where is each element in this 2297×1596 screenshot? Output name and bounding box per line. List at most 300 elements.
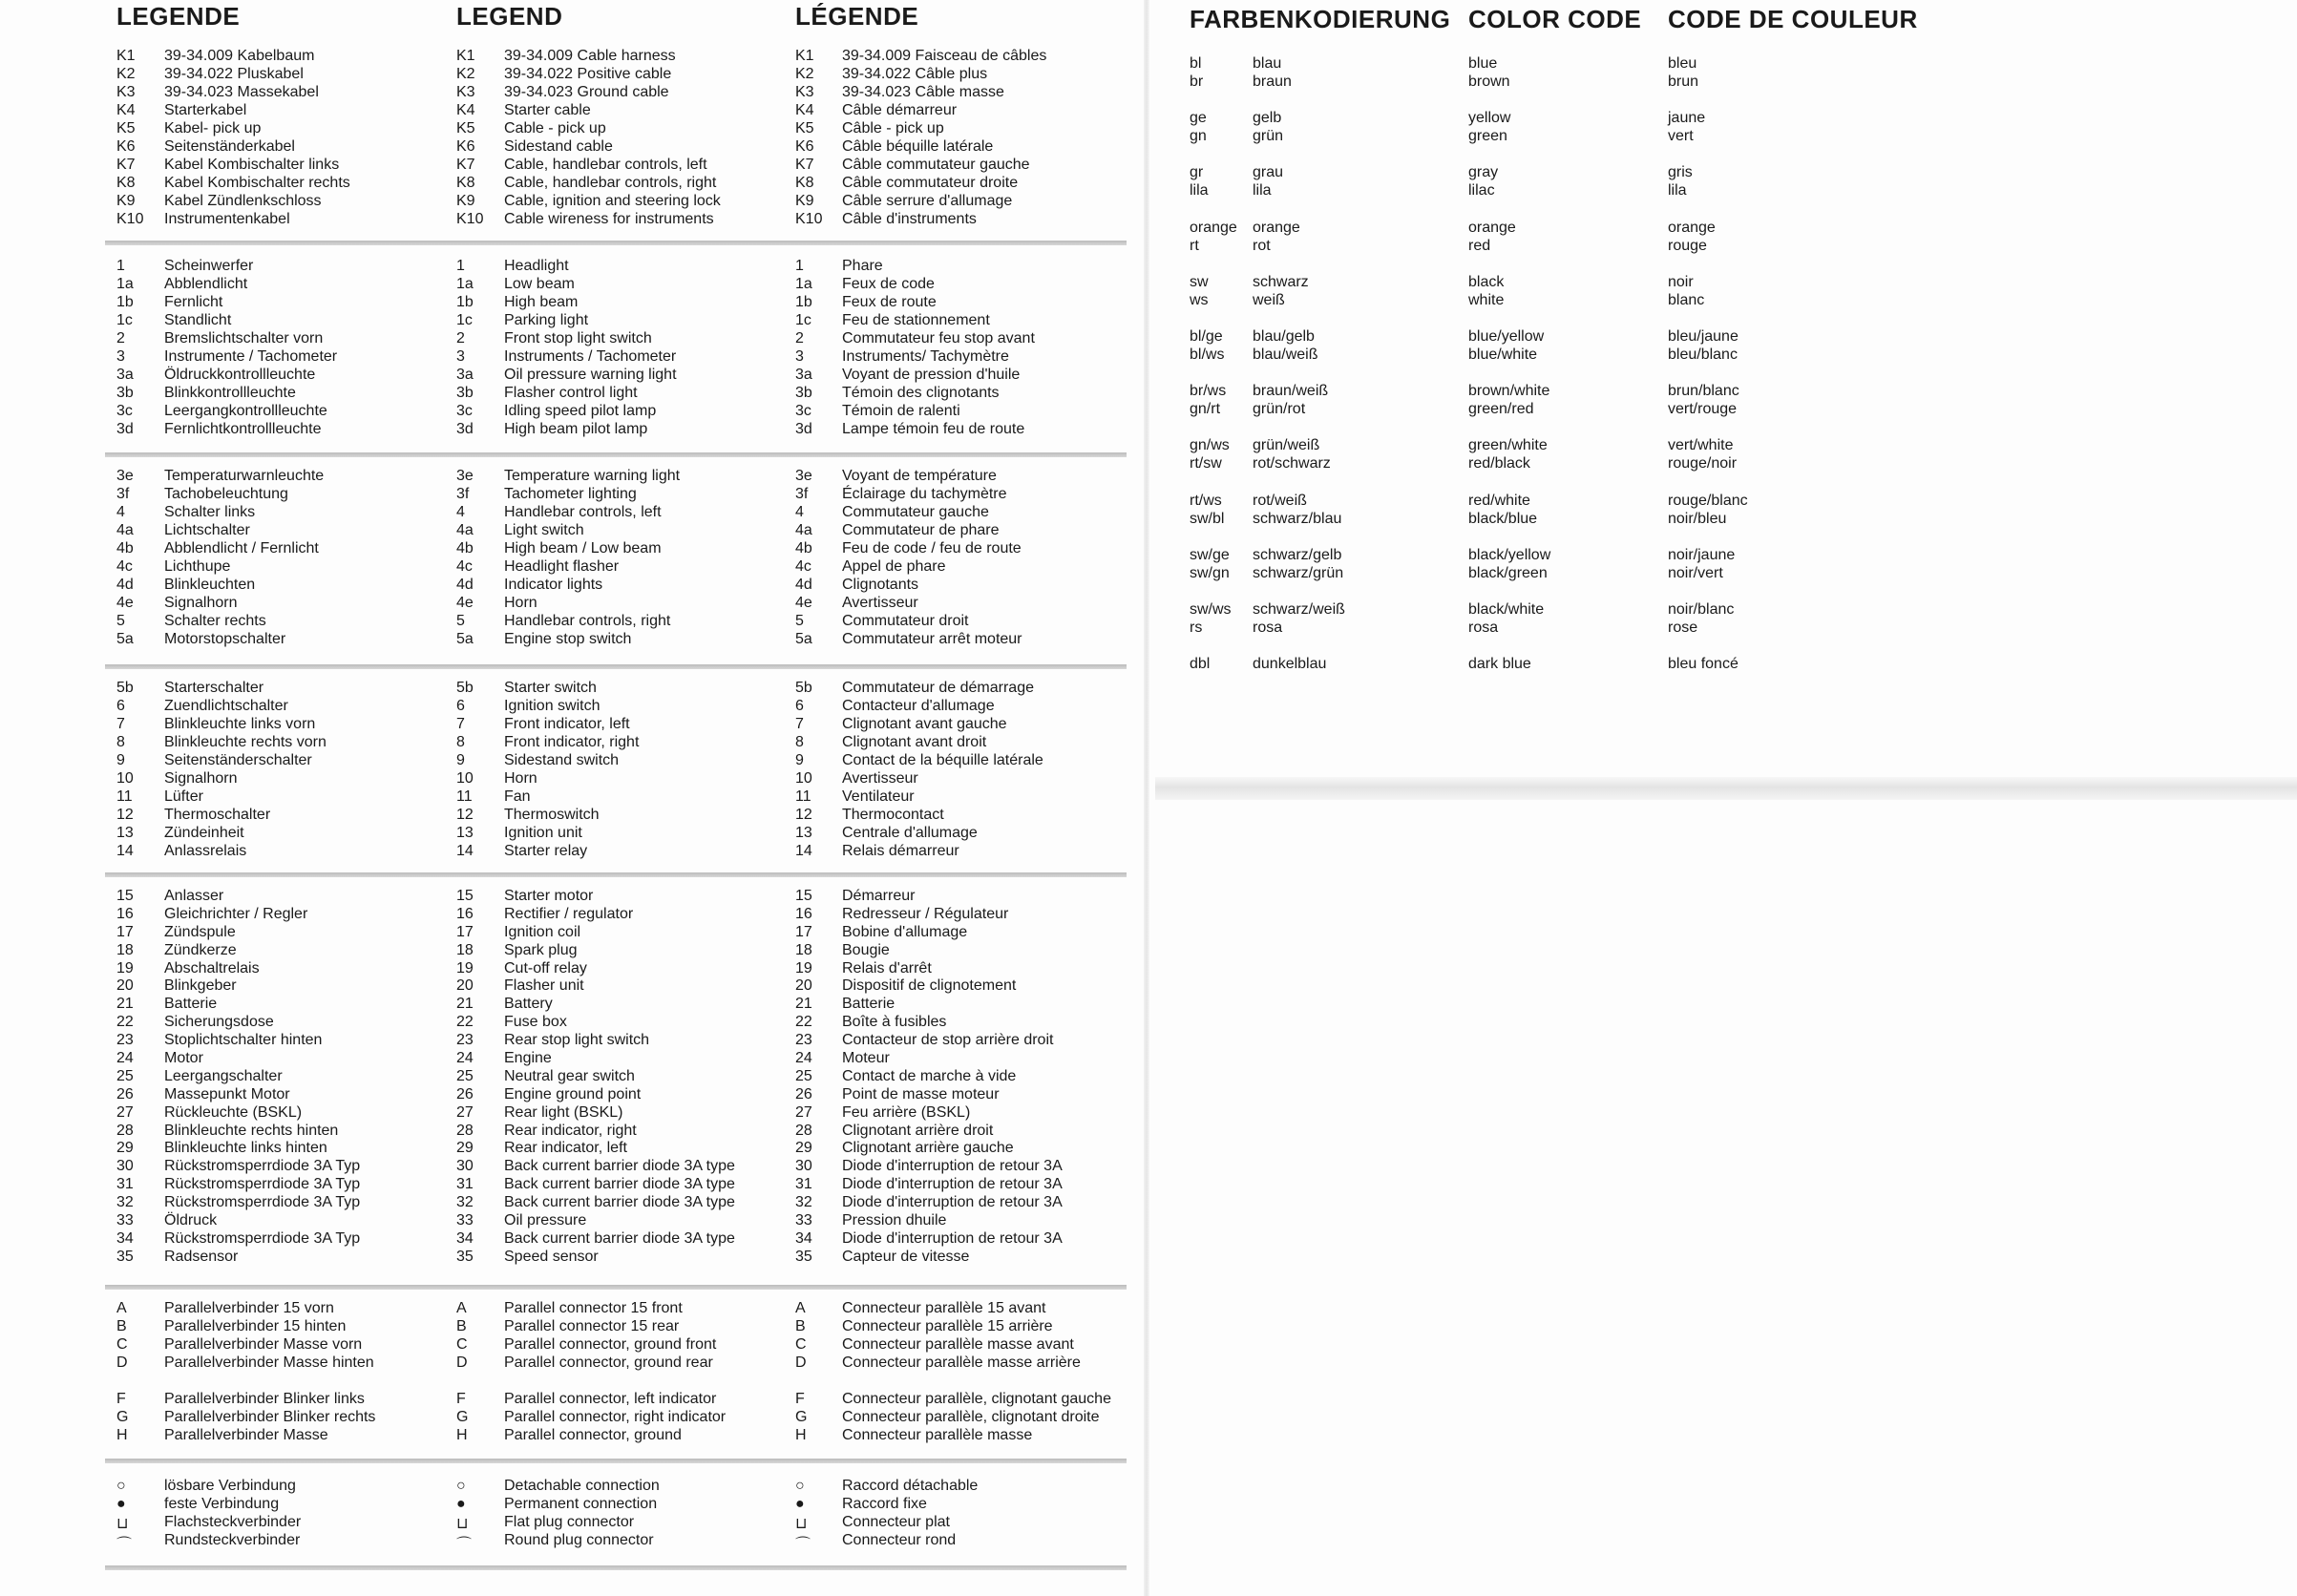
color-de: blau/weiß bbox=[1253, 346, 1318, 363]
legend-code-de: G bbox=[116, 1409, 129, 1425]
color-en: brown/white bbox=[1468, 383, 1550, 400]
heading-de: LEGENDE bbox=[116, 2, 241, 31]
legend-text-fr: Contact de marche à vide bbox=[842, 1067, 1017, 1084]
legend-text-de: Parallelverbinder Masse hinten bbox=[164, 1354, 374, 1371]
legend-code-en: 2 bbox=[456, 330, 465, 346]
legend-code-en: C bbox=[456, 1336, 468, 1353]
color-pair bbox=[1186, 110, 1949, 146]
color-fr: bleu bbox=[1668, 55, 1697, 72]
legend-code-fr: 14 bbox=[795, 843, 812, 859]
legend-row bbox=[105, 977, 1127, 996]
color-de: gelb bbox=[1253, 110, 1282, 127]
legend-text-fr: Connecteur parallèle masse bbox=[842, 1427, 1033, 1443]
legend-text-de: Gleichrichter / Regler bbox=[164, 905, 308, 922]
color-row bbox=[1186, 565, 1949, 583]
color-abbr: rs bbox=[1190, 620, 1203, 636]
legend-text-fr: Avertisseur bbox=[842, 770, 918, 787]
legend-code-fr: 12 bbox=[795, 807, 812, 823]
paper-fold-vertical bbox=[1144, 0, 1149, 1596]
legend-text-de: Rückstromsperrdiode 3A Typ bbox=[164, 1158, 361, 1175]
section-divider bbox=[105, 1565, 1127, 1570]
legend-text-fr: Câble commutateur droite bbox=[842, 175, 1019, 191]
legend-text-de: Rückstromsperrdiode 3A Typ bbox=[164, 1176, 361, 1193]
legend-code-fr: A bbox=[795, 1300, 806, 1316]
legend-text-en: Ignition coil bbox=[504, 923, 581, 940]
legend-code-de: 14 bbox=[116, 843, 134, 859]
legend-code-en: K2 bbox=[456, 66, 475, 82]
legend-row bbox=[105, 312, 1127, 330]
color-en: blue/yellow bbox=[1468, 328, 1545, 345]
legend-code-de: K7 bbox=[116, 157, 136, 173]
color-pair bbox=[1186, 547, 1949, 583]
legend-text-en: Temperature warning light bbox=[504, 468, 681, 484]
legend-text-de: Rückstromsperrdiode 3A Typ bbox=[164, 1229, 361, 1247]
legend-code-en: 31 bbox=[456, 1176, 474, 1193]
legend-text-fr: Câble - pick up bbox=[842, 120, 944, 136]
legend-text-de: Scheinwerfer bbox=[164, 258, 254, 274]
section-divider bbox=[105, 872, 1127, 877]
legend-text-en: Back current barrier diode 3A type bbox=[504, 1229, 735, 1247]
legend-code-fr: 3 bbox=[795, 348, 804, 365]
legend-code-fr: C bbox=[795, 1336, 807, 1353]
color-fr: bleu/jaune bbox=[1668, 328, 1739, 345]
legend-code-de: 1c bbox=[116, 312, 133, 328]
legend-code-de: 1 bbox=[116, 258, 125, 274]
color-de: schwarz/gelb bbox=[1253, 546, 1342, 563]
legend-text-fr: Connecteur parallèle, clignotant droite bbox=[842, 1409, 1100, 1425]
legend-text-fr: Capteur de vitesse bbox=[842, 1248, 970, 1265]
legend-text-de: Parallelverbinder 15 hinten bbox=[164, 1318, 347, 1334]
color-de: rot/schwarz bbox=[1253, 455, 1331, 472]
legend-text-fr: Instruments/ Tachymètre bbox=[842, 348, 1009, 365]
color-en: black/yellow bbox=[1468, 546, 1551, 563]
legend-code-en: 10 bbox=[456, 770, 474, 787]
legend-text-de: Rückstromsperrdiode 3A Typ bbox=[164, 1194, 361, 1211]
legend-code-de: H bbox=[116, 1427, 128, 1443]
color-de: schwarz/blau bbox=[1253, 510, 1342, 527]
legend-code-en: 3 bbox=[456, 348, 465, 365]
color-abbr: ge bbox=[1190, 110, 1207, 127]
legend-code-fr: 7 bbox=[795, 716, 804, 732]
legend-row bbox=[105, 1230, 1127, 1249]
color-fr: brun bbox=[1668, 74, 1699, 90]
legend-code-en: 5 bbox=[456, 613, 465, 629]
legend-text-en: Low beam bbox=[504, 276, 575, 292]
legend-row bbox=[105, 1391, 1127, 1409]
legend-text-fr: Voyant de pression d'huile bbox=[842, 367, 1021, 383]
legend-code-en: G bbox=[456, 1409, 469, 1425]
legend-code-de: 9 bbox=[116, 752, 125, 768]
color-abbr: rt/sw bbox=[1190, 455, 1222, 472]
legend-code-fr: 3d bbox=[795, 421, 812, 437]
legend-text-de: Öldruck bbox=[164, 1212, 218, 1229]
legend-row bbox=[105, 193, 1127, 211]
color-de: grau bbox=[1253, 164, 1284, 181]
legend-code-de: 4d bbox=[116, 577, 134, 593]
legend-text-de: Blinkkontrollleuchte bbox=[164, 385, 296, 401]
legend-code-de: 3e bbox=[116, 468, 134, 484]
legend-code-de: 27 bbox=[116, 1103, 134, 1121]
legend-text-de: Radsensor bbox=[164, 1248, 239, 1265]
legend-code-de: 30 bbox=[116, 1158, 134, 1175]
legend-row bbox=[105, 558, 1127, 577]
legend-row bbox=[105, 843, 1127, 861]
legend-text-fr: Câble béquille latérale bbox=[842, 138, 994, 155]
legend-text-en: Parallel connector 15 front bbox=[504, 1300, 683, 1316]
legend-code-en: 9 bbox=[456, 752, 465, 768]
legend-text-en: High beam pilot lamp bbox=[504, 421, 648, 437]
legend-text-de: Parallelverbinder Masse vorn bbox=[164, 1336, 363, 1353]
legend-code-de: ⊔ bbox=[116, 1516, 129, 1532]
legend-code-de: K2 bbox=[116, 66, 136, 82]
color-row bbox=[1186, 493, 1949, 511]
color-row bbox=[1186, 110, 1949, 128]
legend-code-fr: 31 bbox=[795, 1176, 812, 1193]
legend-text-de: Starterkabel bbox=[164, 102, 247, 118]
legend-row bbox=[105, 716, 1127, 734]
legend-code-de: 35 bbox=[116, 1248, 134, 1265]
legend-code-de: 6 bbox=[116, 698, 125, 714]
legend-code-en: 13 bbox=[456, 825, 474, 841]
color-row bbox=[1186, 455, 1949, 473]
legend-text-en: Ignition unit bbox=[504, 825, 582, 841]
legend-code-en: 4d bbox=[456, 577, 474, 593]
legend-code-fr: 4e bbox=[795, 595, 812, 611]
legend-text-de: Massepunkt Motor bbox=[164, 1085, 290, 1102]
legend-row bbox=[105, 1409, 1127, 1427]
color-fr: orange bbox=[1668, 219, 1716, 236]
legend-text-en: Indicator lights bbox=[504, 577, 603, 593]
legend-code-fr: 33 bbox=[795, 1212, 812, 1229]
legend-section bbox=[105, 48, 1127, 229]
legend-row bbox=[105, 1318, 1127, 1336]
legend-code-en: 15 bbox=[456, 888, 474, 904]
legend-text-en: Flasher control light bbox=[504, 385, 638, 401]
legend-code-de: 4e bbox=[116, 595, 134, 611]
legend-code-en: 12 bbox=[456, 807, 474, 823]
legend-text-en: Round plug connector bbox=[504, 1532, 654, 1548]
legend-code-en: ⊔ bbox=[456, 1516, 469, 1532]
legend-text-fr: Feu arrière (BSKL) bbox=[842, 1103, 971, 1121]
color-heading-fr: CODE DE COULEUR bbox=[1668, 5, 1918, 33]
legend-text-fr: Raccord détachable bbox=[842, 1478, 979, 1494]
legend-code-de: 20 bbox=[116, 977, 134, 995]
color-abbr: lila bbox=[1190, 182, 1209, 200]
legend-code-de: 32 bbox=[116, 1194, 134, 1211]
legend-code-en: 29 bbox=[456, 1140, 474, 1157]
legend-row bbox=[105, 960, 1127, 978]
color-abbr: sw/gn bbox=[1190, 564, 1230, 581]
legend-text-fr: Avertisseur bbox=[842, 595, 918, 611]
legend-text-de: Flachsteckverbinder bbox=[164, 1514, 302, 1530]
legend-text-en: Fuse box bbox=[504, 1014, 567, 1031]
legend-text-fr: Clignotant arrière droit bbox=[842, 1122, 994, 1139]
color-fr: brun/blanc bbox=[1668, 383, 1739, 400]
color-fr: vert bbox=[1668, 128, 1694, 145]
legend-text-de: Anlasser bbox=[164, 888, 224, 904]
legend-code-en: K9 bbox=[456, 193, 475, 209]
legend-code-en: K8 bbox=[456, 175, 475, 191]
legend-code-en: 4 bbox=[456, 504, 465, 520]
legend-code-en: K7 bbox=[456, 157, 475, 173]
legend-code-fr: F bbox=[795, 1391, 805, 1407]
color-pair bbox=[1186, 437, 1949, 473]
color-pair bbox=[1186, 55, 1949, 92]
color-heading-de: FARBENKODIERUNG bbox=[1190, 5, 1451, 33]
legend-code-fr: K2 bbox=[795, 66, 814, 82]
legend-code-de: 5b bbox=[116, 680, 134, 696]
legend-text-de: Kabel Zündlenkschloss bbox=[164, 193, 322, 209]
legend-code-fr: ⌒ bbox=[795, 1537, 811, 1553]
legend-code-fr: 21 bbox=[795, 996, 812, 1013]
color-de: lila bbox=[1253, 182, 1272, 200]
legend-code-en: 1c bbox=[456, 312, 473, 328]
legend-text-de: Bremslichtschalter vorn bbox=[164, 330, 324, 346]
legend-text-en: Engine stop switch bbox=[504, 631, 632, 647]
legend-text-de: Sicherungsdose bbox=[164, 1014, 274, 1031]
legend-code-de: 3c bbox=[116, 403, 133, 419]
legend-row bbox=[105, 1123, 1127, 1141]
legend-code-en: 5a bbox=[456, 631, 474, 647]
legend-row bbox=[105, 1104, 1127, 1123]
legend-text-fr: Diode d'interruption de retour 3A bbox=[842, 1176, 1063, 1193]
legend-code-en: A bbox=[456, 1300, 467, 1316]
legend-code-en: 24 bbox=[456, 1050, 474, 1067]
legend-text-fr: Bobine d'allumage bbox=[842, 923, 968, 940]
legend-text-en: Parallel connector, ground rear bbox=[504, 1354, 713, 1371]
legend-text-de: Lüfter bbox=[164, 788, 203, 805]
legend-text-fr: Contacteur d'allumage bbox=[842, 698, 995, 714]
legend-text-fr: Diode d'interruption de retour 3A bbox=[842, 1158, 1063, 1175]
legend-text-en: 39-34.022 Positive cable bbox=[504, 66, 672, 82]
legend-code-fr: 28 bbox=[795, 1122, 812, 1139]
legend-text-en: 39-34.009 Cable harness bbox=[504, 48, 676, 64]
legend-code-fr: 32 bbox=[795, 1194, 812, 1211]
legend-row bbox=[105, 522, 1127, 540]
legend-row bbox=[105, 330, 1127, 348]
legend-text-en: Detachable connection bbox=[504, 1478, 660, 1494]
color-code-table bbox=[1186, 0, 1949, 764]
legend-text-en: Speed sensor bbox=[504, 1248, 599, 1265]
legend-row bbox=[105, 258, 1127, 276]
legend-text-fr: Relais d'arrêt bbox=[842, 959, 932, 976]
legend-code-de: 18 bbox=[116, 941, 134, 958]
legend-text-en: Starter relay bbox=[504, 843, 588, 859]
legend-code-fr: 3b bbox=[795, 385, 812, 401]
legend-text-en: Cable, ignition and steering lock bbox=[504, 193, 721, 209]
legend-text-de: Anlassrelais bbox=[164, 843, 247, 859]
legend-code-de: 7 bbox=[116, 716, 125, 732]
legend-code-en: 5b bbox=[456, 680, 474, 696]
color-abbr: sw/ge bbox=[1190, 546, 1230, 563]
legend-code-de: K1 bbox=[116, 48, 136, 64]
legend-text-fr: Connecteur parallèle 15 arrière bbox=[842, 1318, 1053, 1334]
legend-text-en: Back current barrier diode 3A type bbox=[504, 1194, 735, 1211]
legend-row bbox=[105, 48, 1127, 66]
legend-code-de: 19 bbox=[116, 959, 134, 976]
legend-text-fr: Éclairage du tachymètre bbox=[842, 486, 1007, 502]
legend-text-en: Oil pressure bbox=[504, 1212, 587, 1229]
legend-code-en: 1b bbox=[456, 294, 474, 310]
color-row bbox=[1186, 328, 1949, 346]
color-row bbox=[1186, 164, 1949, 182]
legend-code-en: 3d bbox=[456, 421, 474, 437]
color-en: red bbox=[1468, 237, 1491, 254]
legend-code-de: ⌒ bbox=[116, 1537, 133, 1553]
legend-text-fr: Boîte à fusibles bbox=[842, 1014, 947, 1031]
legend-code-fr: 5b bbox=[795, 680, 812, 696]
legend-code-en: 30 bbox=[456, 1158, 474, 1175]
legend-text-en: Permanent connection bbox=[504, 1496, 658, 1512]
legend-code-fr: ⊔ bbox=[795, 1516, 808, 1532]
legend-code-fr: 19 bbox=[795, 959, 812, 976]
legend-text-fr: Phare bbox=[842, 258, 883, 274]
legend-text-en: Parallel connector, left indicator bbox=[504, 1391, 717, 1407]
legend-code-en: 4b bbox=[456, 540, 474, 556]
legend-text-en: Horn bbox=[504, 770, 537, 787]
legend-code-fr: 29 bbox=[795, 1140, 812, 1157]
legend-text-de: lösbare Verbindung bbox=[164, 1478, 296, 1494]
legend-code-fr: 10 bbox=[795, 770, 812, 787]
legend-text-en: High beam bbox=[504, 294, 579, 310]
legend-text-en: Rear stop light switch bbox=[504, 1032, 650, 1049]
legend-text-fr: Diode d'interruption de retour 3A bbox=[842, 1229, 1063, 1247]
legend-text-fr: 39-34.022 Câble plus bbox=[842, 66, 988, 82]
legend-text-fr: Câble commutateur gauche bbox=[842, 157, 1030, 173]
legend-text-de: Stoplichtschalter hinten bbox=[164, 1032, 323, 1049]
legend-code-de: 26 bbox=[116, 1085, 134, 1102]
color-en: black/white bbox=[1468, 601, 1545, 618]
legend-code-fr: 9 bbox=[795, 752, 804, 768]
legend-code-en: H bbox=[456, 1427, 468, 1443]
legend-code-fr: 35 bbox=[795, 1248, 812, 1265]
section-divider bbox=[105, 664, 1127, 669]
legend-code-fr: K3 bbox=[795, 84, 814, 100]
legend-text-en: Starter switch bbox=[504, 680, 597, 696]
legend-text-fr: Commutateur arrêt moteur bbox=[842, 631, 1022, 647]
legend-code-fr: 20 bbox=[795, 977, 812, 995]
legend-text-en: Parallel connector, ground bbox=[504, 1427, 682, 1443]
color-abbr: gn/rt bbox=[1190, 401, 1221, 418]
legend-code-fr: 3e bbox=[795, 468, 812, 484]
legend-code-fr: 6 bbox=[795, 698, 804, 714]
heading-en: LEGEND bbox=[456, 2, 563, 31]
legend-text-en: Cut-off relay bbox=[504, 959, 587, 976]
legend-text-de: Rückleuchte (BSKL) bbox=[164, 1103, 303, 1121]
color-row bbox=[1186, 238, 1949, 256]
color-row bbox=[1186, 128, 1949, 146]
color-row bbox=[1186, 182, 1949, 200]
legend-text-fr: Moteur bbox=[842, 1050, 890, 1067]
legend-text-en: Horn bbox=[504, 595, 537, 611]
legend-code-fr: ● bbox=[795, 1496, 805, 1512]
legend-text-fr: Pression dhuile bbox=[842, 1212, 947, 1229]
legend-text-fr: Feux de code bbox=[842, 276, 935, 292]
legend-text-en: Back current barrier diode 3A type bbox=[504, 1176, 735, 1193]
legend-row bbox=[105, 102, 1127, 120]
legend-text-fr: Commutateur feu stop avant bbox=[842, 330, 1035, 346]
color-abbr: br bbox=[1190, 74, 1204, 90]
legend-text-fr: Connecteur parallèle 15 avant bbox=[842, 1300, 1046, 1316]
legend-text-fr: Commutateur de phare bbox=[842, 522, 1000, 538]
color-pair bbox=[1186, 383, 1949, 419]
color-fr: jaune bbox=[1668, 110, 1706, 127]
legend-code-en: 17 bbox=[456, 923, 474, 940]
legend-code-de: K3 bbox=[116, 84, 136, 100]
legend-code-fr: K7 bbox=[795, 157, 814, 173]
color-row bbox=[1186, 511, 1949, 529]
legend-code-de: 16 bbox=[116, 905, 134, 922]
legend-row bbox=[105, 1032, 1127, 1050]
color-de: dunkelblau bbox=[1253, 656, 1327, 673]
legend-code-fr: 2 bbox=[795, 330, 804, 346]
legend-text-en: Cable, handlebar controls, right bbox=[504, 175, 717, 191]
color-en: red/white bbox=[1468, 492, 1530, 509]
legend-code-de: 3 bbox=[116, 348, 125, 365]
legend-text-fr: Câble d'instruments bbox=[842, 211, 977, 227]
legend-text-de: Standlicht bbox=[164, 312, 232, 328]
legend-text-de: feste Verbindung bbox=[164, 1496, 280, 1512]
legend-code-fr: 4c bbox=[795, 558, 811, 575]
legend-text-fr: Connecteur parallèle masse avant bbox=[842, 1336, 1074, 1353]
legend-text-fr: Contacteur de stop arrière droit bbox=[842, 1032, 1054, 1049]
legend-text-en: Parking light bbox=[504, 312, 589, 328]
legend-code-de: K6 bbox=[116, 138, 136, 155]
legend-code-en: 4a bbox=[456, 522, 474, 538]
legend-code-en: K4 bbox=[456, 102, 475, 118]
color-de: grün/weiß bbox=[1253, 437, 1320, 454]
legend-text-de: Zündeinheit bbox=[164, 825, 244, 841]
color-fr: rouge/noir bbox=[1668, 455, 1738, 472]
legend-text-de: Zündkerze bbox=[164, 941, 237, 958]
legend-text-de: Schalter links bbox=[164, 504, 256, 520]
legend-text-en: Oil pressure warning light bbox=[504, 367, 677, 383]
legend-code-en: 3f bbox=[456, 486, 470, 502]
color-abbr: gr bbox=[1190, 164, 1204, 181]
color-de: orange bbox=[1253, 219, 1300, 236]
legend-code-de: 4c bbox=[116, 558, 133, 575]
legend-text-de: Parallelverbinder Blinker rechts bbox=[164, 1409, 376, 1425]
legend-row bbox=[105, 1532, 1127, 1553]
legend-text-de: Kabel Kombischalter links bbox=[164, 157, 340, 173]
legend-row bbox=[105, 996, 1127, 1014]
color-en: green/white bbox=[1468, 437, 1548, 454]
legend-code-en: 1 bbox=[456, 258, 465, 274]
color-en: black/green bbox=[1468, 564, 1548, 581]
legend-text-en: Starter cable bbox=[504, 102, 591, 118]
legend-text-de: Zündspule bbox=[164, 923, 236, 940]
legend-row bbox=[105, 1014, 1127, 1032]
legend-row bbox=[105, 1478, 1127, 1496]
legend-text-fr: 39-34.009 Faisceau de câbles bbox=[842, 48, 1047, 64]
legend-text-fr: Lampe témoin feu de route bbox=[842, 421, 1025, 437]
legend-code-fr: 4 bbox=[795, 504, 804, 520]
legend-text-de: 39-34.009 Kabelbaum bbox=[164, 48, 315, 64]
legend-code-en: 3e bbox=[456, 468, 474, 484]
color-de: blau bbox=[1253, 55, 1282, 72]
legend-row bbox=[105, 825, 1127, 843]
legend-code-fr: H bbox=[795, 1427, 807, 1443]
legend-code-fr: K10 bbox=[795, 211, 823, 227]
legend-text-de: Motorstopschalter bbox=[164, 631, 286, 647]
legend-text-fr: Point de masse moteur bbox=[842, 1085, 1000, 1102]
legend-text-en: Instruments / Tachometer bbox=[504, 348, 677, 365]
legend-text-de: Kabel- pick up bbox=[164, 120, 262, 136]
legend-text-fr: Bougie bbox=[842, 941, 890, 958]
legend-code-de: 31 bbox=[116, 1176, 134, 1193]
color-fr: noir/bleu bbox=[1668, 510, 1727, 527]
legend-text-en: Headlight bbox=[504, 258, 569, 274]
